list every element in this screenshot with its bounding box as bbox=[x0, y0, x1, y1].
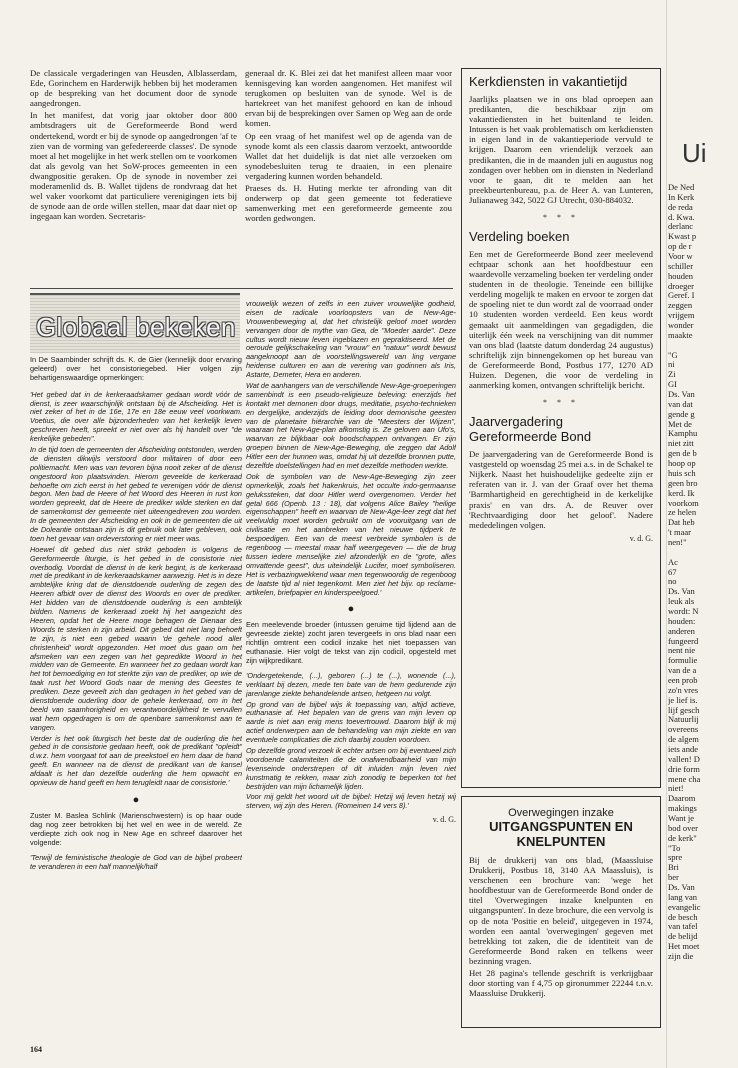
quote-paragraph: vrouwelijk wezen of zelfs in een zuiver vrouwelijke godheid, eisen de radicale voorloopsters van de New-Age-Vrouwenbeweging al, dat het christelijk geloof moet worden vervangen door de mythe van Gea, de "Moeder aarde". Deze cultus wordt nieuw leven ingeblazen en gepraktiseerd. Met de oeroude gelijkschakeling van "vrouw" en "natuur" wordt bewust aangeknoopt aan de voorstellingswereld van ling vergane heidense culturen en aan de verering van godinnen als Iris, Astarte, Demeter, Hera en anderen. bbox=[246, 300, 456, 380]
edge-line: anderen bbox=[668, 625, 695, 636]
edge-line: d. Kwa. bbox=[668, 211, 695, 222]
edge-line: 't maar bbox=[668, 527, 692, 538]
bullet-separator: ● bbox=[347, 603, 355, 616]
section-divider bbox=[30, 288, 453, 289]
edge-line bbox=[668, 341, 738, 351]
intro-paragraph: In De Saambinder schrijft ds. K. de Gier (kennelijk door ervaring geleerd) over het consistoriegebed. Hier volgen zijn behartigenswaardige opmerkingen: bbox=[30, 356, 242, 382]
edge-line: Bri bbox=[668, 862, 679, 873]
edge-line: niet zitt bbox=[668, 438, 694, 449]
edge-line: van de a bbox=[668, 665, 697, 676]
bullet-separator: ● bbox=[132, 793, 140, 806]
edge-line: houden bbox=[668, 270, 694, 281]
brochure-title: UITGANGSPUNTEN EN KNELPUNTEN bbox=[489, 819, 633, 849]
quote-paragraph: Hoewel dit gebed dus niet strikt geboden is volgens de Gereformeerde liturgie, is het gebed in de consistorie niet overbodig. Voordat de dienst in de kerk begint, is de kerkeraad met de predikant in de kerkeraadskamer aanwezig. Het is in deze ambtelijke kring dat de dienstdoende ouderling de zegen des Heeren afbidt over de dienst des Woords en over de prediker. Het bidden van de dienstdoende ouderling is een ambtelijk bidden. Namens de kerkeraad zoekt hij het aangezicht des Heeren, opdat het de Heere moge behagen de Dienaar des Woords te sterken in zijn arbeid. Dit gebed dat niet lang behoeft te zijn, is niet een gebed waarin 'de gehele nood aller christenheid' wordt opgezonden. Het moet dus gaan om het afsmeken van een zegen van het gepredikte Woord in het midden van de Gemeente. En wanneer het zo gedaan wordt kan het tot bemoediging en tot sterkte zijn van de prediker, op wie de taak rust het Woord Gods naar de mening des Geestes te prediken. Deze geveelt zich dan gedragen in het gebed van de dienstdoende ouderling door de gehele kerkeraad, om in het beeld van saamhorigheid en verantwoordelijkheid te vervullen wat hem opgedragen is om de openbare samenkomst aan te vangen. bbox=[30, 544, 242, 732]
edge-line: zijn die bbox=[668, 951, 694, 962]
edge-line: makings bbox=[668, 803, 697, 814]
edge-line: overeens bbox=[668, 724, 699, 735]
edge-line: ze helen bbox=[668, 507, 697, 518]
edge-line: no bbox=[668, 576, 677, 587]
paragraph: Op een vraag of het manifest wel op de agenda van de synode komt als een classis daarom verzoekt, antwoordde Wallet dat het duidelijk is dat niet alle verzoeken om synodebesluiten terug te draaien, in een plenaire vergadering kunnen worden behandeld. bbox=[245, 130, 452, 181]
edge-line: de belijd bbox=[668, 931, 698, 942]
edge-line: niet! bbox=[668, 783, 684, 794]
edge-line: fungeerd bbox=[668, 635, 699, 646]
edge-line: leuk als bbox=[668, 596, 695, 607]
globaal-column bbox=[30, 356, 242, 1040]
edge-line: de besch bbox=[668, 911, 698, 922]
edge-line: evangelic bbox=[668, 901, 701, 912]
brochure-text: Het 28 pagina's tellende geschrift is verkrijgbaar door storting van f 4,75 op gironummer 22244 t.n.v. Maassluise Drukkerij. bbox=[469, 968, 653, 999]
edge-line: gende g bbox=[668, 408, 695, 419]
brochure-box bbox=[461, 796, 661, 1028]
edge-line: nent nie bbox=[668, 645, 696, 656]
notice-text: Een met de Gereformeerde Bond zeer meelevend echtpaar schonk aan het hoofdbestuur een waardevolle verzameling boeken ter verdeling onder studenten in de theologie. Teneinde een billijke verdeling mogelijk te maken en ervoor te zorgen dat de spoeling niet te dun wordt zal de voorraad onder 10 studenten worden verdeeld. Een keus wordt gemaakt uit aanmeldingen van gegadigden, die uiterlijk één week na verschijning van dit nummer van ons blad (laatste datum donderdag 24 augustus) schriftelijk zijn binnengekomen op het bureau van de Gereformeerde Bond, Postbus 177, 1270 AD Huizen. Degenen, die voor de verdeling in aanmerking komen, ontvangen schriftelijk bericht. bbox=[469, 248, 653, 391]
edge-line: GI bbox=[668, 379, 677, 390]
edge-line: Geref. I bbox=[668, 290, 695, 301]
edge-line: kerd. Ik bbox=[668, 487, 695, 498]
edge-line: gen de b bbox=[668, 448, 697, 459]
edge-line: Want je bbox=[668, 813, 694, 823]
signature: v. d. G. bbox=[432, 815, 456, 825]
brochure-text: Bij de drukkerij van ons blad, (Maassluise Drukkerij, Postbus 18, 3140 AA Maassluis), is verschenen een brochure van: 'wege het hoofdbestuur van de Gereformeerde Bond onder de titel 'Overwegingen inzake knelpunten en uitgangspunten'. In deze brochure, die een vervolg is op de nota 'Positie en beleid', uitgegeven in 1974, worden een aantal 'overwegingen' gegeven met betrekking tot zaken, die de identiteit van de Gereformeerde Bond raken en telkens weer bezinning vragen. bbox=[469, 855, 653, 966]
codicil-paragraph: Voor mij geldt het woord uit de bijbel: Hetzij wij leven hetzij wij sterven, wij zijn des Heren. (Romeinen 14 vers 8).' bbox=[246, 792, 456, 811]
edge-line: lijf gesch bbox=[668, 704, 700, 715]
edge-line: de algem bbox=[668, 734, 699, 745]
edge-line: nen!" bbox=[668, 536, 687, 547]
edge-line: Dat heb bbox=[668, 517, 695, 528]
star-separator: * * * bbox=[543, 398, 579, 408]
brochure-heading bbox=[469, 807, 653, 849]
edge-line: Zi bbox=[668, 369, 676, 380]
edge-line: Voor w bbox=[668, 251, 693, 262]
paragraph: In het manifest, dat vorig jaar oktober door 800 ambtsdragers uit de Gereformeerde Bond werd ondertekend, wordt er bij de synode op aangedrongen 'af te zien van de vorming van gefedereerde classes'. De synode moet al het mogelijke in het werk stellen om te voorkomen dat als gevolg van het SoW-proces gemeenten in een dwangpositie geraken. Op de synode in november zei moderamenlid ds. B. Wallet tijdens de rondvraag dat het wel vaker voorkomt dat particuliere verenigingen iets bij de synode aan de orde willen stellen, maar dat daar niet op ingegaan kan worden. Secretaris- bbox=[30, 110, 237, 222]
edge-line: wordt: N bbox=[668, 605, 699, 616]
next-page-edge bbox=[668, 68, 738, 1043]
edge-line bbox=[668, 548, 738, 558]
edge-line: zeggen bbox=[668, 300, 693, 311]
edge-line: "G bbox=[668, 349, 678, 360]
codicil-paragraph: Op grond van de bijbel wijs ik toepassing van, altijd actieve, euthanasie af. Het bepalen van de grens van mijn leven op aarde is niet aan enig mens toevertrouwd. Daarom blijf ik mij actief onderwerpen aan de behandeling van mijn ziekte en van eventuele complicaties die zich daarbij zouden voordoen. bbox=[246, 699, 456, 745]
edge-line: Ds. Van bbox=[668, 882, 695, 893]
middle-column bbox=[246, 300, 456, 1040]
edge-line: Ds. Van bbox=[668, 389, 695, 400]
section-banner bbox=[30, 293, 240, 353]
edge-line: De Ned bbox=[668, 182, 695, 192]
edge-line: huis sch bbox=[668, 467, 696, 478]
edge-line: Daarom bbox=[668, 793, 696, 804]
edge-line: mene cha bbox=[668, 773, 701, 784]
quote-paragraph: 'Het gebed dat in de kerkeraadskamer gedaan wordt vóór de dienst, is zeer waarschijnlijk ontstaan bij de Afscheiding. Het is niet zeker of het in de 16e, 17e en 18e eeuw veel voorkwam. Voetius, die over alle bijzonderheden van het kerkelijk leven geschreven heeft, spreekt er niet over als hij handelt over "de kerkelijke gebeden". bbox=[30, 389, 242, 444]
section-title: Globaal bekeken bbox=[36, 312, 236, 342]
notice-title: Kerkdiensten in vakantietijd bbox=[469, 74, 628, 89]
quote-paragraph: 'Terwijl de feministische theologie de God van de bijbel probeert te veranderen in een half mannelijk/half bbox=[30, 853, 242, 872]
edge-line: Het moet bbox=[668, 941, 700, 952]
quote-paragraph: Ook de symbolen van de New-Age-Beweging zijn zeer opmerkelijk, zoals het hakenkruis, het occulte indo-germaanse gelukssteken, dat door Hitler werd overgenomen. Verder het getal 666 (Openb. 13 : 18), dat volgens Alice Bailey "heilige eigenschappen" heeft en waarvan de New-Age-leer zegt dat het veelvuldig moet worden gebruikt om de vooruitgang van de civilisatie en het aanbreken van het nieuwe tijdperk te bespoedigen. Een van de meest verbreide symbolen is de regenboog — meestal maar half weergegeven — die de brug tussen iedere menselijke ziel afzonderlijk en de "grote, alles omvattende geest", dus uiteindelijk Lucifer, moet symboliseren. Het is verbazingwekkend waar men tegenwoordig de regenboog de laatste tijd al niet tegenkomt. Men ziet het bijv. op reclame-artikelen, briefpapier en kinderspeelgoed.' bbox=[246, 471, 456, 597]
edge-line: van dat bbox=[668, 398, 693, 409]
notices-box bbox=[461, 68, 661, 788]
edge-line: formulie bbox=[668, 655, 698, 666]
notice-title: Jaarvergadering Gereformeerde Bond bbox=[469, 414, 592, 445]
quote-paragraph: In de tijd toen de gemeenten der Afscheiding ontstonden, werden de diensten dikwijls verstoord door militairen of door een politiemacht. Men was van tevoren bijna nooit zeker of de dienst ongestoord kon plaatsvinden. Hierom geveelde de kerkeraad behoefte om zich eerst in het gebed te verenigen vóór de dienst begon. Men bad de Heere of het Woord des Heeren in rust kon worden gepreekt, dat de Heere de prediker wilde sterken en dat de samenkomst der gemeente niet uiteengedreven zou worden. In de gemeenten der Afscheiding en ook in de gemeenten die uit de Doleantie ontstaan zijn is dit gebruik ook later gebleven, ook toen het gevaar van ordeverstoring er niet meer was. bbox=[30, 445, 242, 543]
edge-line: spre bbox=[668, 852, 683, 863]
page-number: 164 bbox=[30, 1045, 42, 1054]
notice-text: De jaarvergadering van de Gereformeerde Bond is vastgesteld op woensdag 25 mei a.s. in de Schakel te Nijkerk. Naast het huishoudelijke gedeelte zijn er referaten van ir. J. van der Graaf over het thema 'Barmhartigheid en gerechtigheid in de kerkelijke praxis' en van drs. A. de Reuver over 'Rechtvaardiging door het geloof'. Nadere mededelingen volgen. bbox=[469, 449, 653, 530]
brochure-kicker: Overwegingen inzake bbox=[508, 807, 614, 819]
edge-line: In Kerk bbox=[668, 191, 695, 202]
edge-heading: Ui bbox=[682, 138, 707, 168]
edge-line: zo'n vres bbox=[668, 684, 699, 695]
paragraph: Zuster M. Baslea Schlink (Marienschwestern) is op haar oude dag nog zeer betrokken bij het wel en wee in de wereld. Ze verdiepte zich ook nog in New Age en schreef daarover het volgende: bbox=[30, 810, 242, 847]
edge-line: je lief is. bbox=[668, 694, 698, 705]
edge-line: voorkom bbox=[668, 497, 699, 508]
top-article-col2 bbox=[245, 68, 452, 284]
edge-line: Met de bbox=[668, 418, 692, 429]
edge-line: iets ande bbox=[668, 743, 698, 754]
codicil-paragraph: Op dezelfde grond verzoek ik echter artsen om bij eventueel zich voordoende calamiteiten die de onafwendbaarheid van mijn levenseinde onderstrepen of dit inluiden mijn leven niet kunstmatig te rekken, maar zich zonodig te beperken tot het bestrijden van mijn lichamelijk lijden. bbox=[246, 745, 456, 791]
edge-line: bod over bbox=[668, 822, 698, 833]
paragraph: generaal dr. K. Blei zei dat het manifest alleen maar voor kennisgeving kan worden aangenomen. Het manifest wil terugkomen op besluiten van de synode. Wel is de hartekreet van het manifest gehoord en kan de inhoud ervan bij de besprekingen over Samen op Weg aan de orde komen. bbox=[245, 68, 452, 129]
gutter-line bbox=[666, 0, 667, 1068]
edge-line: droeger bbox=[668, 280, 694, 291]
edge-line: ber bbox=[668, 872, 679, 883]
edge-line: "To bbox=[668, 842, 681, 853]
edge-line: vrijgem bbox=[668, 310, 695, 321]
edge-line: op de r bbox=[668, 241, 692, 252]
edge-line: een prob bbox=[668, 674, 698, 685]
edge-line: geen bro bbox=[668, 477, 698, 488]
edge-line: vallen! D bbox=[668, 753, 700, 764]
paragraph: Een meelevende broeder (intussen geruime tijd lijdend aan de gevreesde ziekte) zocht jaren tevergeefs in ons blad naar een richtlijn omtrent een codicil inzake het niet toepassen van euthanasie. Hier volgt de tekst van zijn codicil, opgesteld met zijn wijkpredikant. bbox=[246, 620, 456, 665]
edge-line: hoop op bbox=[668, 458, 696, 469]
edge-line: ni bbox=[668, 359, 675, 370]
edge-line: houden: bbox=[668, 615, 696, 626]
edge-line: drie form bbox=[668, 763, 700, 774]
edge-line: Kwast p bbox=[668, 231, 697, 242]
edge-text bbox=[668, 183, 738, 962]
quote-paragraph: Verder is het ook liturgisch het beste dat de ouderling die het gebed in de consistorie gedaan heeft, ook de predikant "opleidt" d.w.z. hem voorgaat tot aan de preekstoel en hem daar de hand geeft. En wanneer na de dienst de predikant van de kansel afdaalt is het dan dezelfde ouderling die hem opwacht en opnieuw de hand geeft en hem terugleidt naar de consistorie.' bbox=[30, 733, 242, 787]
notice-title: Verdeling boeken bbox=[469, 228, 570, 244]
signature: v. d. G. bbox=[629, 533, 653, 543]
paragraph: Praeses ds. H. Huting merkte ter afronding van dit onderwerp op dat geen gemeente tot federatieve samenwerking met een gereformeerde gemeente zou worden gedwongen. bbox=[245, 183, 452, 224]
edge-line: lang van bbox=[668, 891, 698, 902]
quote-paragraph: Wat de aanhangers van de verschillende New-Age-groeperingen samenbindt is een pseudo-religieuze beleving: enerzijds het kontakt met demonen door drugs, meditatie, psycho-technieken en dergelijke, anderzijds de leiding door demonische geesten van de planetaire hiërarchie van de "Meesters der Wijzen", waaraan het New-Age-plan afkomstig is. Ze geloven aan Ufo's, waarvan ze blijkbaar ook boodschappen ontvangen. Er zijn groepen binnen de New-Age-Beweging, die zeggen dat Adolf Hitler een der hunnen was, omdat hij uit dezelfde bronnen putte, dezelfde doelstellingen had en met dezelfde methoden werkte. bbox=[246, 381, 456, 471]
edge-line: schiller bbox=[668, 260, 694, 271]
edge-line: Ds. Van bbox=[668, 586, 695, 597]
top-article-col1 bbox=[30, 68, 237, 284]
edge-line: 67 bbox=[668, 566, 677, 577]
edge-line: derlanc bbox=[668, 221, 694, 232]
star-separator: * * * bbox=[543, 212, 579, 222]
edge-line: de kerk" bbox=[668, 832, 697, 843]
edge-line: de reda bbox=[668, 201, 693, 212]
edge-line: maakte bbox=[668, 329, 693, 340]
codicil-paragraph: 'Ondergetekende, (...), geboren (...) te (...), wonende (...), verklaart bij dezen, mede ten bate van de hem gedurende zijn jarenlange ziekte behandelende artsen, hetgeen nu volgt. bbox=[246, 670, 456, 698]
notice-text: Jaarlijks plaatsen we in ons blad oproepen aan predikanten, die beschikbaar zijn om vakantiediensten in het buitenland te leiden. Intussen is het vaak problematisch om kerkdiensten in eigen land in de vakantieperiode vervuld te krijgen. Daarom een vriendelijk verzoek aan predikanten, die in de maanden juli en augustus nog zondagen over hebben om in diensten in Nederland voor te gaan, dit te melden aan het preekbeurtenbureau, p.a. de Heer A. van Lunteren, Julianaweg 342, 5022 GJ Utrecht, 030-884032. bbox=[469, 93, 653, 205]
edge-line: van tafel bbox=[668, 921, 698, 932]
edge-line: Natuurlij bbox=[668, 714, 699, 725]
edge-line: Ac bbox=[668, 556, 678, 567]
paragraph: De classicale vergaderingen van Heusden, Alblasserdam, Ede, Gorinchem en Harderwijk hebben bij het moderamen op de bespreking van het document door de synode aangedrongen. bbox=[30, 68, 237, 109]
edge-line: wonder bbox=[668, 320, 694, 331]
edge-line: Kamphu bbox=[668, 428, 698, 439]
